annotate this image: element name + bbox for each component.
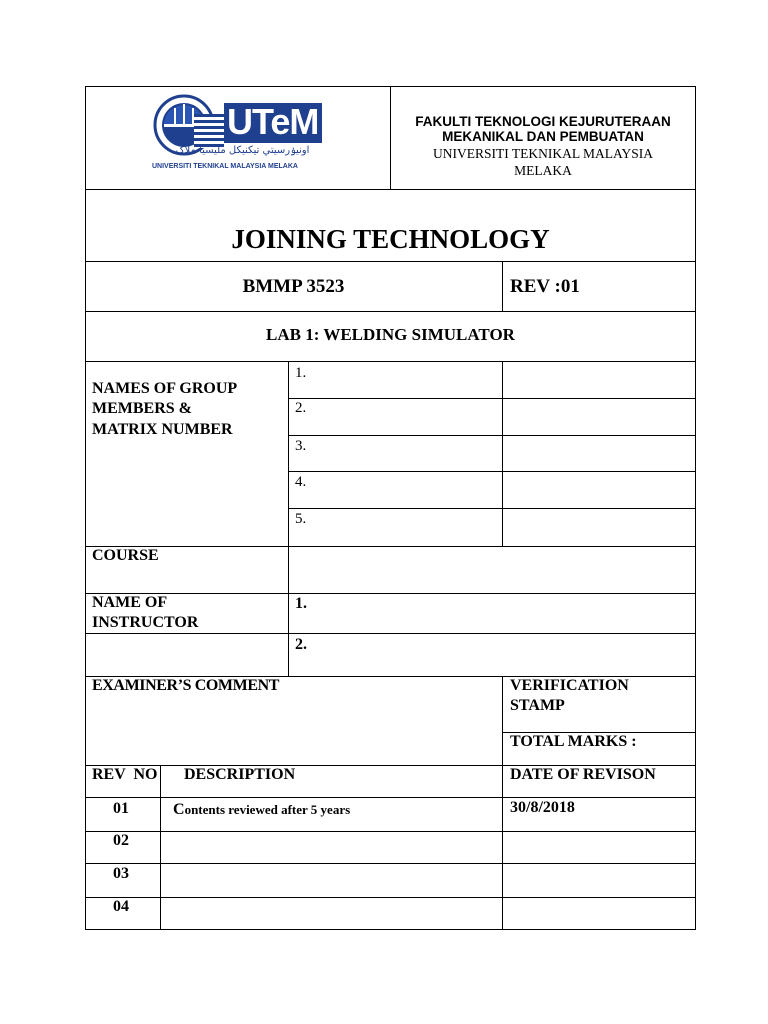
university-line-2: MELAKA	[514, 163, 572, 178]
faculty-line-1: FAKULTI TEKNOLOGI KEJURUTERAAN	[415, 114, 671, 129]
date-cell: 30/8/2018	[510, 799, 575, 816]
rev-no-cell: 01	[113, 800, 129, 817]
examiner-comment-label: EXAMINER’S COMMENT	[92, 677, 280, 694]
utem-logo	[150, 94, 335, 178]
logo-utem-text: UTeM	[227, 101, 319, 142]
course-label: COURSE	[92, 547, 159, 564]
logo-arabic-text: اونيۏرسيتي تيكنيكل مليسيا ملاک	[175, 145, 310, 156]
total-marks-label: TOTAL MARKS :	[510, 733, 637, 750]
member-number-1: 1.	[295, 365, 307, 381]
instructor-label-line-2: INSTRUCTOR	[92, 614, 199, 631]
instructor-label-line-1: NAME OF	[92, 594, 168, 611]
description-header: DESCRIPTION	[184, 766, 296, 783]
lab-title: LAB 1: WELDING SIMULATOR	[266, 325, 515, 344]
description-cell	[173, 801, 350, 819]
revision-number: REV :01	[510, 276, 580, 297]
rev-no-cell: 02	[113, 832, 129, 849]
member-number-5: 5.	[295, 511, 307, 527]
course-code: BMMP 3523	[242, 276, 345, 297]
verification-stamp-line-2: STAMP	[510, 697, 565, 714]
group-label-line-2: MEMBERS &	[92, 400, 192, 417]
rev-no-cell: 04	[113, 898, 129, 915]
instructor-entry-1: 1.	[295, 595, 307, 612]
rev-no-header: REV NO	[92, 766, 158, 783]
date-of-revision-header: DATE OF REVISON	[510, 766, 656, 783]
university-line-1: UNIVERSITI TEKNIKAL MALAYSIA	[433, 146, 653, 161]
verification-stamp-line-1: VERIFICATION	[510, 677, 629, 694]
rev-no-cell: 03	[113, 865, 129, 882]
group-label-line-1: NAMES OF GROUP	[92, 380, 238, 397]
description-text: ontents reviewed after 5 years	[184, 802, 351, 817]
instructor-entry-2: 2.	[295, 636, 307, 653]
faculty-line-2: MEKANIKAL DAN PEMBUATAN	[442, 129, 644, 144]
document-title: JOINING TECHNOLOGY	[231, 224, 550, 254]
group-label-line-3: MATRIX NUMBER	[92, 421, 233, 438]
description-initial: C	[173, 801, 185, 818]
member-number-4: 4.	[295, 474, 307, 490]
logo-stripes	[194, 114, 224, 148]
member-number-2: 2.	[295, 400, 307, 416]
logo-university-name: UNIVERSITI TEKNIKAL MALAYSIA MELAKA	[152, 163, 298, 170]
member-number-3: 3.	[295, 438, 307, 454]
